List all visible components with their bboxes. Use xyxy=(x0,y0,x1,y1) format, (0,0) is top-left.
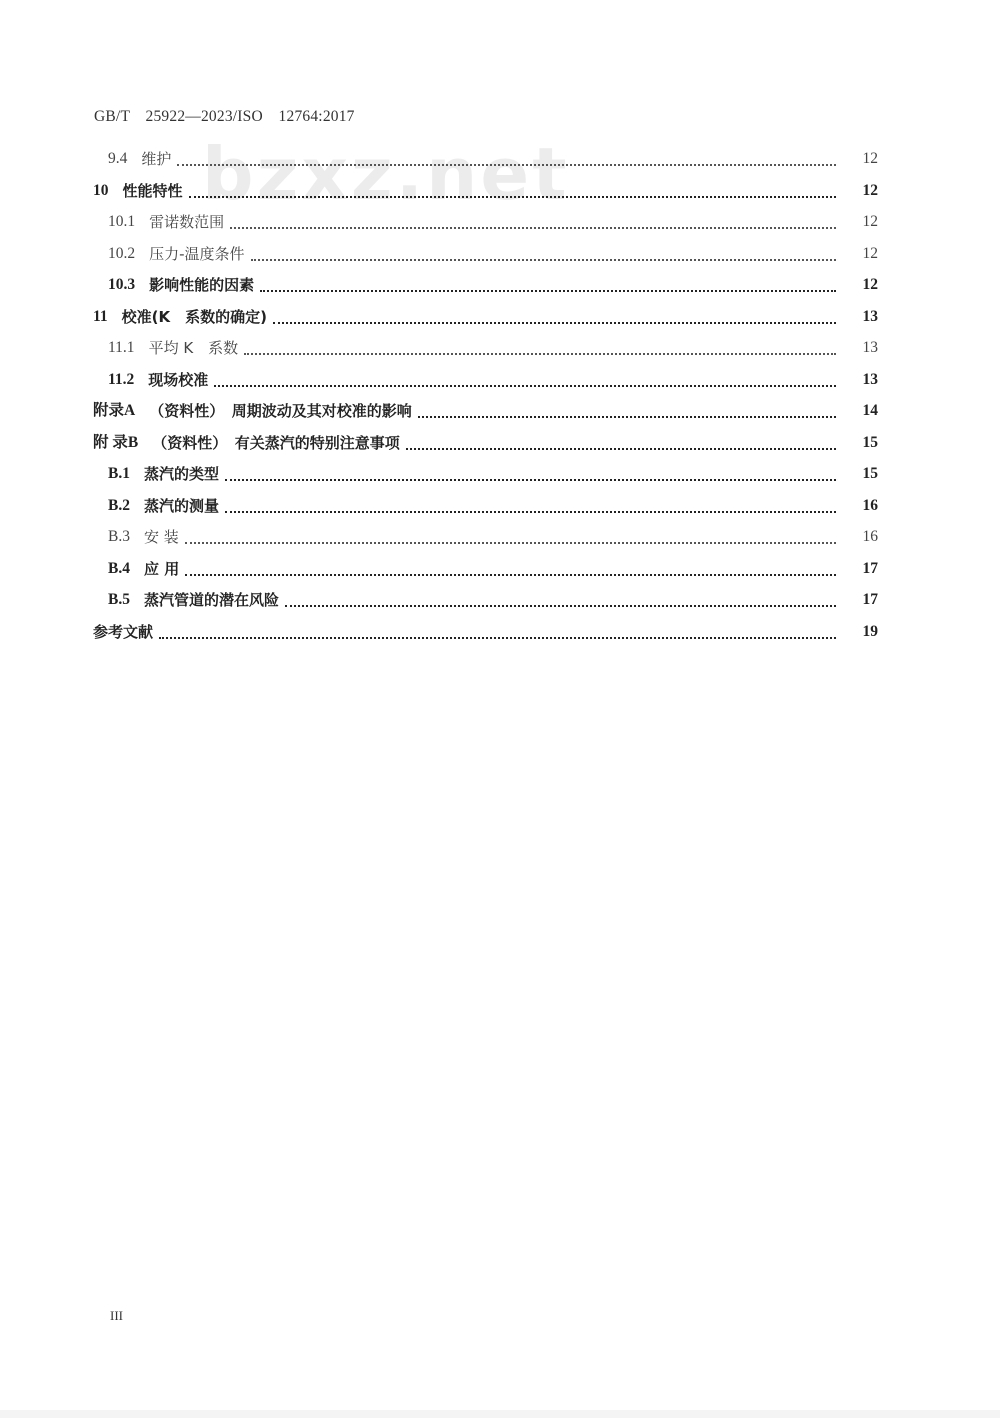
toc-entry[interactable] xyxy=(0,494,1000,518)
dot-leader xyxy=(225,477,836,481)
toc-entry-page: 12 xyxy=(862,150,878,167)
toc-entry-number: 附 录B xyxy=(93,433,139,451)
dot-leader xyxy=(285,603,836,607)
toc-entry-number: B.2 xyxy=(108,496,130,514)
toc-entry-number: 10.2 xyxy=(108,244,136,262)
toc-entry-page: 12 xyxy=(862,213,878,230)
toc-entry-number: B.3 xyxy=(108,528,130,545)
toc-entry-page: 13 xyxy=(862,370,878,388)
toc-entry-page: 16 xyxy=(862,528,878,545)
dot-leader xyxy=(177,162,836,166)
toc-entry-title: 蒸汽的类型 xyxy=(143,465,219,483)
page-number: III xyxy=(110,1308,123,1323)
toc-entry-title: （资料性） 周期波动及其对校准的影响 xyxy=(149,402,412,420)
toc-entry-page: 12 xyxy=(862,181,878,199)
toc-entry-title: 平均 K 系数 xyxy=(148,339,239,357)
toc-entry-page: 12 xyxy=(862,244,878,262)
toc-entry-title: 雷诺数范围 xyxy=(149,213,225,231)
dot-leader xyxy=(273,320,836,324)
toc-entry-title: 性能特性 xyxy=(122,181,183,200)
toc-entry[interactable] xyxy=(0,557,1000,581)
dot-leader xyxy=(189,194,836,198)
toc-entry-page: 17 xyxy=(862,559,878,577)
toc-entry-page: 12 xyxy=(862,276,878,293)
toc-entry[interactable] xyxy=(0,368,1000,392)
dot-leader xyxy=(230,225,836,229)
toc-entry[interactable] xyxy=(0,462,1000,486)
toc-entry[interactable] xyxy=(0,273,1000,297)
toc-entry-number: B.4 xyxy=(108,559,130,577)
toc-entry-title: 蒸汽管道的潜在风险 xyxy=(143,591,279,609)
dot-leader xyxy=(225,509,836,513)
dot-leader xyxy=(260,288,836,292)
toc-entry-page: 19 xyxy=(862,622,878,640)
toc-entry-number: 11 xyxy=(93,307,108,325)
toc-entry-title: 维护 xyxy=(141,150,172,168)
toc-entry-number: 10.3 xyxy=(108,276,136,293)
toc-entry-page: 15 xyxy=(862,465,878,482)
toc-entry-title: 压力-温度条件 xyxy=(149,244,245,263)
toc-entry-page: 17 xyxy=(862,591,878,608)
watermark: bzxz.net xyxy=(202,132,570,216)
toc-entry-title: 蒸汽的测量 xyxy=(143,496,219,515)
toc-entry[interactable] xyxy=(0,305,1000,329)
toc-entry-page: 14 xyxy=(862,402,878,419)
toc-entry-number: 9.4 xyxy=(108,150,128,167)
toc-entry-title: （资料性） 有关蒸汽的特别注意事项 xyxy=(152,433,400,452)
toc-entry-title: 应 用 xyxy=(143,559,180,578)
toc-entry-page: 13 xyxy=(862,307,878,325)
dot-leader xyxy=(185,572,836,576)
toc-entry-title: 现场校准 xyxy=(148,370,209,389)
toc-entry-number: 11.2 xyxy=(108,370,135,388)
toc-entry[interactable] xyxy=(0,525,1000,549)
toc-entry-number: 10 xyxy=(93,181,109,199)
toc-entry-title: 影响性能的因素 xyxy=(149,276,255,294)
toc-entry[interactable] xyxy=(0,431,1000,455)
toc-entry-page: 16 xyxy=(862,496,878,514)
dot-leader xyxy=(159,635,836,639)
dot-leader xyxy=(244,351,836,355)
dot-leader xyxy=(251,257,836,261)
toc-entry-number: B.1 xyxy=(108,465,130,482)
toc-entry[interactable] xyxy=(0,588,1000,612)
toc-entry-title: 安 装 xyxy=(143,528,179,546)
toc-entry-number: 11.1 xyxy=(108,339,135,356)
dot-leader xyxy=(214,383,836,387)
toc-entry-title: 校准(K 系数的确定) xyxy=(121,307,267,326)
toc-entry[interactable] xyxy=(0,336,1000,360)
toc-entry-page: 15 xyxy=(862,433,878,451)
toc-entry[interactable] xyxy=(0,179,1000,203)
toc-entry-number: B.5 xyxy=(108,591,130,608)
toc-entry[interactable] xyxy=(0,147,1000,171)
dot-leader xyxy=(185,540,836,544)
toc-entry[interactable] xyxy=(0,210,1000,234)
toc-entry-number: 附录A xyxy=(93,402,136,419)
toc-entry[interactable] xyxy=(0,399,1000,423)
dot-leader xyxy=(406,446,836,450)
toc-entry[interactable] xyxy=(0,242,1000,266)
dot-leader xyxy=(418,414,836,418)
toc-entry-title: 参考文献 xyxy=(93,622,154,641)
toc-entry[interactable] xyxy=(0,620,1000,644)
toc-entry-number: 10.1 xyxy=(108,213,136,230)
document-header: GB/T 25922—2023/ISO 12764:2017 xyxy=(94,108,355,125)
toc-entry-page: 13 xyxy=(862,339,878,356)
